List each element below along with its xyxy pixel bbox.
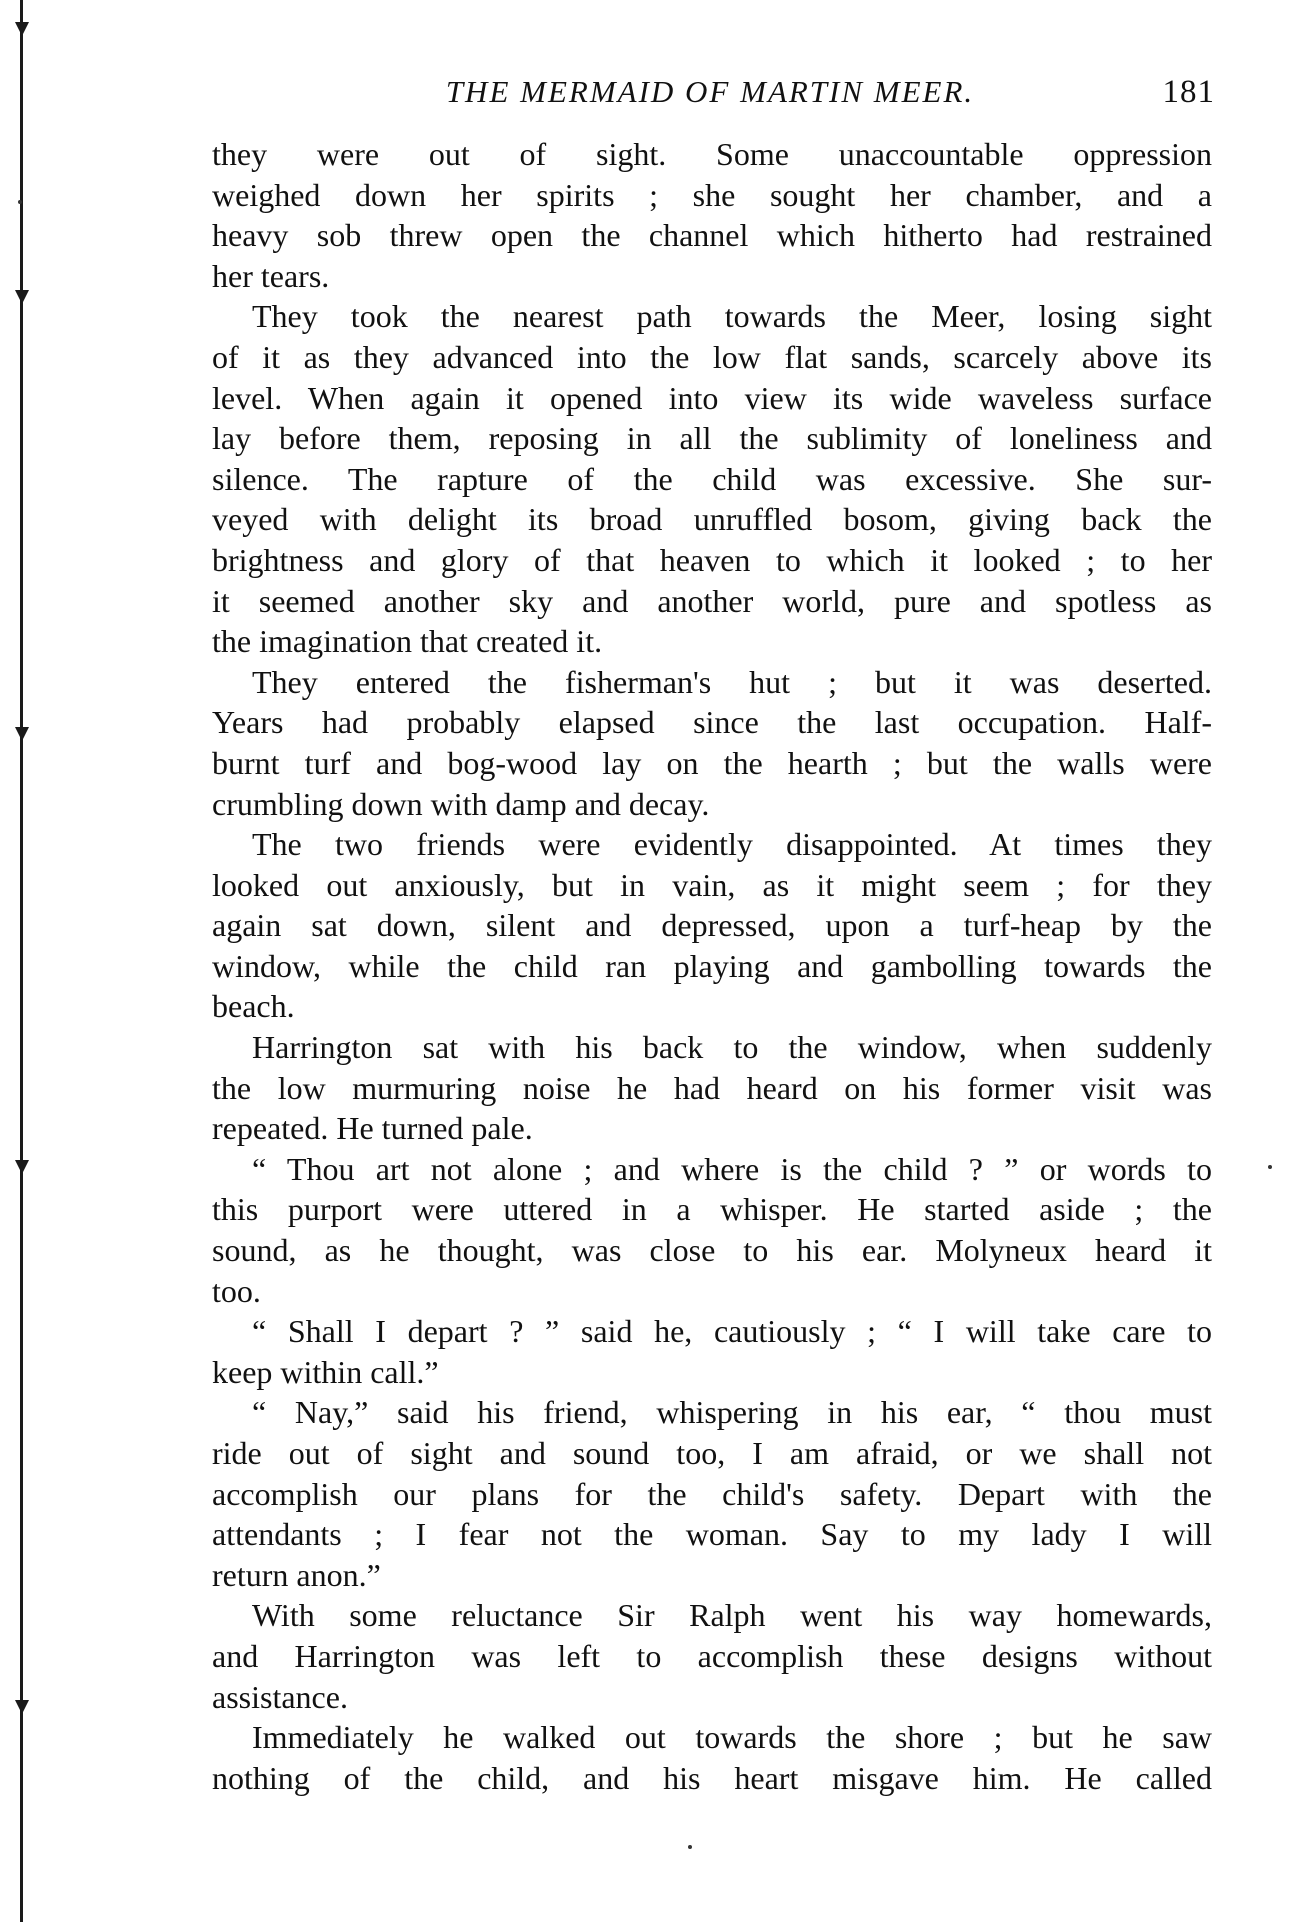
text-line: level. When again it opened into view its wide waveless surface (212, 379, 1212, 416)
binding-edge-line (20, 0, 23, 1922)
text-line: looked out anxiously, but in vain, as it might seem ; for they (212, 866, 1212, 903)
text-line: ride out of sight and sound too, I am afraid, or we shall not (212, 1435, 1212, 1471)
text-line: window, while the child ran playing and gambolling towards the (212, 947, 1212, 984)
body-text (212, 134, 1212, 1798)
page-speck (1268, 1165, 1272, 1169)
text-line: of it as they advanced into the low flat sands, scarcely above its (212, 338, 1212, 375)
text-line: Harrington sat with his back to the window, when suddenly (252, 1029, 1212, 1066)
text-line: crumbling down with damp and decay. (212, 785, 710, 822)
text-line: silence. The rapture of the child was excessive. She sur- (212, 460, 1212, 497)
text-line: the low murmuring noise he had heard on his former visit was (212, 1069, 1212, 1106)
text-line: weighed down her spirits ; she sought her chamber, and a (212, 176, 1212, 213)
running-title: THE MERMAID OF MARTIN MEER. (445, 74, 975, 109)
page-number: 181 (1162, 74, 1215, 110)
text-line: They took the nearest path towards the Meer, losing sight (252, 298, 1212, 335)
running-header (205, 70, 1215, 114)
page-speck (18, 200, 22, 204)
text-line: they were out of sight. Some unaccountable oppression (212, 136, 1212, 172)
text-line: keep within call.” (212, 1353, 439, 1390)
text-line: veyed with delight its broad unruffled bosom, giving back the (212, 501, 1212, 538)
binding-mark (15, 1160, 29, 1174)
text-line: The two friends were evidently disappointed. At times they (252, 826, 1212, 863)
text-line: brightness and glory of that heaven to which it looked ; to her (212, 541, 1212, 578)
text-line: heavy sob threw open the channel which hitherto had restrained (212, 217, 1212, 254)
text-line: accomplish our plans for the child's safety. Depart with the (212, 1475, 1212, 1512)
text-line: it seemed another sky and another world, pure and spotless as (212, 582, 1212, 619)
text-line: attendants ; I fear not the woman. Say to my lady I will (212, 1516, 1212, 1553)
text-line: Years had probably elapsed since the last occupation. Half- (212, 704, 1212, 741)
text-line: With some reluctance Sir Ralph went his way homewards, (252, 1597, 1212, 1634)
binding-mark (15, 727, 29, 741)
page-speck (688, 1845, 692, 1849)
text-line: the imagination that created it. (212, 623, 603, 660)
text-line: sound, as he thought, was close to his ear. Molyneux heard it (212, 1232, 1212, 1269)
text-line: and Harrington was left to accomplish these designs without (212, 1637, 1212, 1674)
text-line: They entered the fisherman's hut ; but it was deserted. (252, 663, 1212, 700)
binding-mark (15, 22, 29, 36)
text-line: nothing of the child, and his heart misgave him. He called (212, 1759, 1212, 1796)
binding-mark (15, 290, 29, 304)
text-line: again sat down, silent and depressed, upon a turf-heap by the (212, 907, 1212, 944)
text-line: Immediately he walked out towards the shore ; but he saw (252, 1719, 1212, 1756)
text-line: beach. (212, 988, 295, 1025)
text-line: repeated. He turned pale. (212, 1110, 533, 1147)
text-line: “ Shall I depart ? ” said he, cautiously ; “ I will take care to (252, 1313, 1212, 1350)
text-line: return anon.” (212, 1556, 381, 1593)
text-line: her tears. (212, 257, 330, 294)
text-line: assistance. (212, 1678, 348, 1715)
text-line: “ Nay,” said his friend, whispering in his ear, “ thou must (252, 1394, 1212, 1431)
text-line: too. (212, 1272, 261, 1309)
text-line: this purport were uttered in a whisper. He started aside ; the (212, 1191, 1212, 1228)
text-line: lay before them, reposing in all the sublimity of loneliness and (212, 420, 1212, 457)
binding-mark (15, 1700, 29, 1714)
text-line: burnt turf and bog-wood lay on the hearth ; but the walls were (212, 744, 1212, 781)
text-line: “ Thou art not alone ; and where is the child ? ” or words to (252, 1150, 1212, 1187)
